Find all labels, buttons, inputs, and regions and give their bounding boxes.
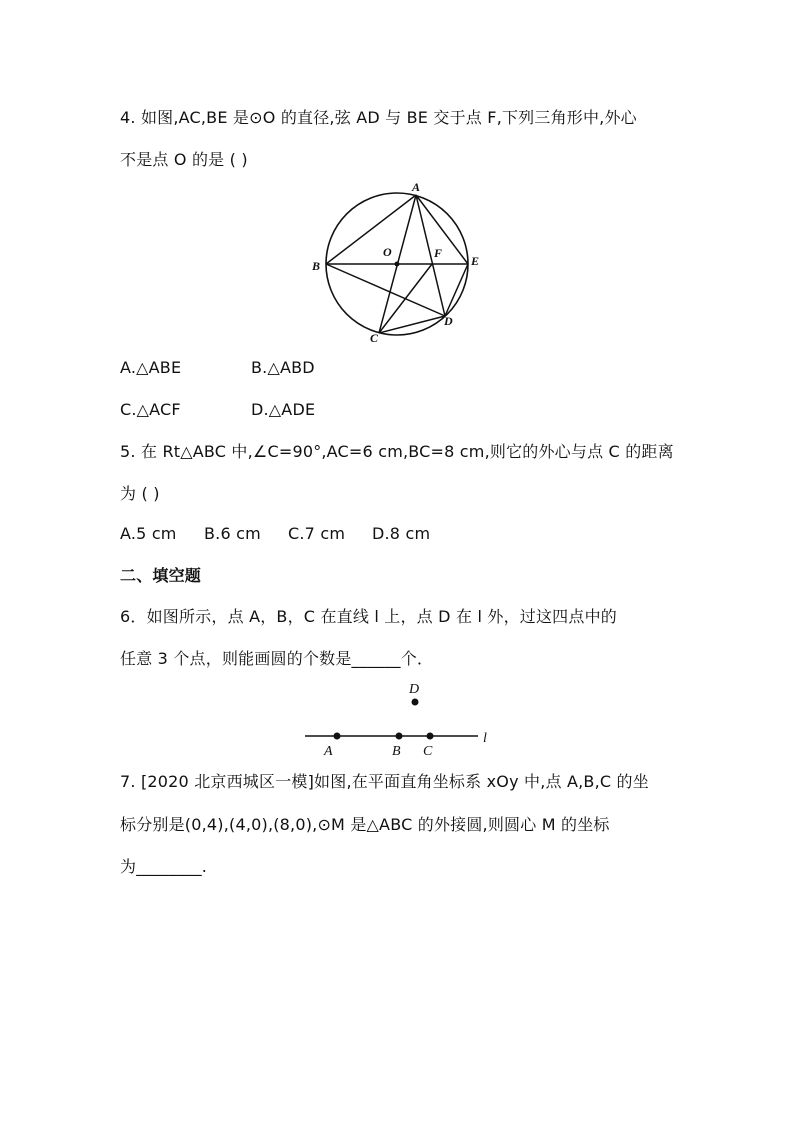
label-f: F [434,246,443,260]
label-a: A [412,180,421,194]
q5-option-d: D.8 cm [372,524,431,543]
point-a [334,733,341,740]
q6-line2: 任意 3 个点，则能画圆的个数是______个． [120,649,434,668]
q5-option-a: A.5 cm [120,524,177,543]
q7-line1: 7. [2020 北京西城区一模]如图,在平面直角坐标系 xOy 中,点 A,B,C 的坐 [120,772,649,791]
point-b [396,733,403,740]
q4-option-d: D.△ADE [251,400,316,419]
point-o [395,262,400,267]
point-d [412,699,419,706]
label-b: B [312,259,321,273]
q4-line2: 不是点 O 的是 ( ) [120,150,248,169]
section-title: 二、填空题 [120,566,202,585]
q4-option-b: B.△ABD [251,358,315,377]
q5-option-b: B.6 cm [204,524,261,543]
label-d: D [409,682,420,697]
q5-line2: 为 ( ) [120,484,160,503]
segment-de [445,264,468,316]
label-c: C [423,744,433,756]
q5-line1: 5. 在 Rt△ABC 中,∠C=90°,AC=6 cm,BC=8 cm,则它的外心与点 C 的距离 [120,442,674,461]
label-c: C [370,331,379,345]
q6-line-figure [300,676,500,756]
label-b: B [392,744,401,756]
label-o: O [383,245,392,259]
q4-circle-figure [305,178,505,348]
q5-option-c: C.7 cm [288,524,346,543]
label-d: D [444,314,453,328]
q7-line3: 为________. [120,857,208,876]
label-a: A [324,744,333,756]
point-c [427,733,434,740]
q6-line1: 6．如图所示，点 A，B，C 在直线 l 上，点 D 在 l 外，过这四点中的 [120,607,617,626]
q7-line2: 标分别是(0,4),(4,0),(8,0),⊙M 是△ABC 的外接圆,则圆心 M 的坐标 [120,815,610,834]
q4-option-a: A.△ABE [120,358,182,377]
segment-ab [326,195,416,264]
label-l: l [483,731,487,746]
label-e: E [471,254,480,268]
segment-cf [379,264,432,333]
q4-line1: 4. 如图,AC,BE 是⊙O 的直径,弦 AD 与 BE 交于点 F,下列三角形中,外心 [120,108,637,127]
q4-option-c: C.△ACF [120,400,181,419]
